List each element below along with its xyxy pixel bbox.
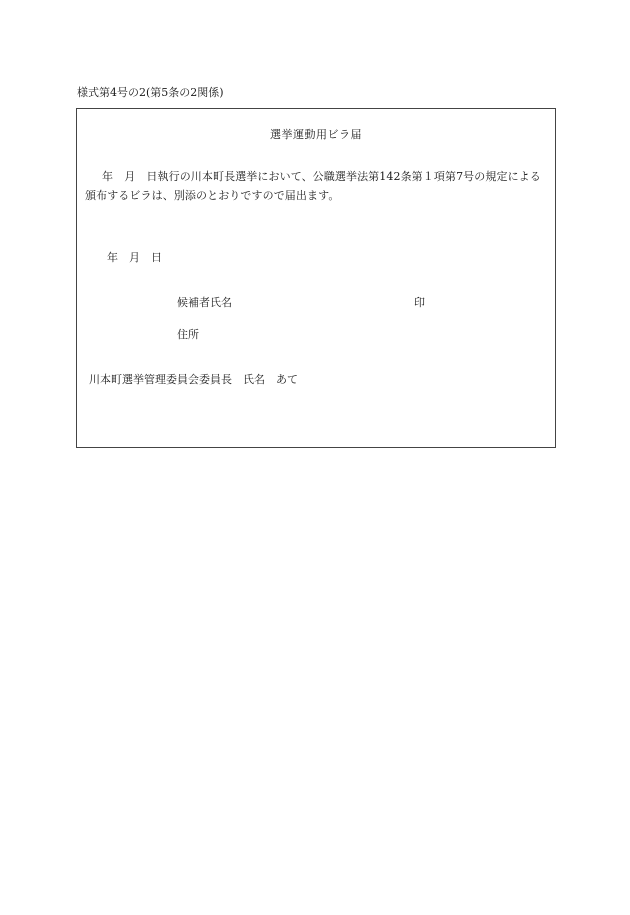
- seal-mark: 印: [414, 296, 425, 309]
- addressee-line: 川本町選挙管理委員会委員長 氏名 あて: [89, 373, 298, 386]
- notification-body-text: 年 月 日執行の川本町長選挙において、公職選挙法第142条第１項第7号の規定による頒布するビラは、別添のとおりですので届出ます。: [85, 170, 541, 202]
- notification-form: [76, 108, 556, 448]
- date-line: 年 月 日: [107, 251, 162, 264]
- candidate-name-label: 候補者氏名: [177, 296, 232, 309]
- document-title: 選挙運動用ビラ届: [270, 128, 362, 141]
- form-reference: 様式第4号の2(第5条の2関係): [77, 86, 224, 99]
- address-label: 住所: [177, 328, 199, 341]
